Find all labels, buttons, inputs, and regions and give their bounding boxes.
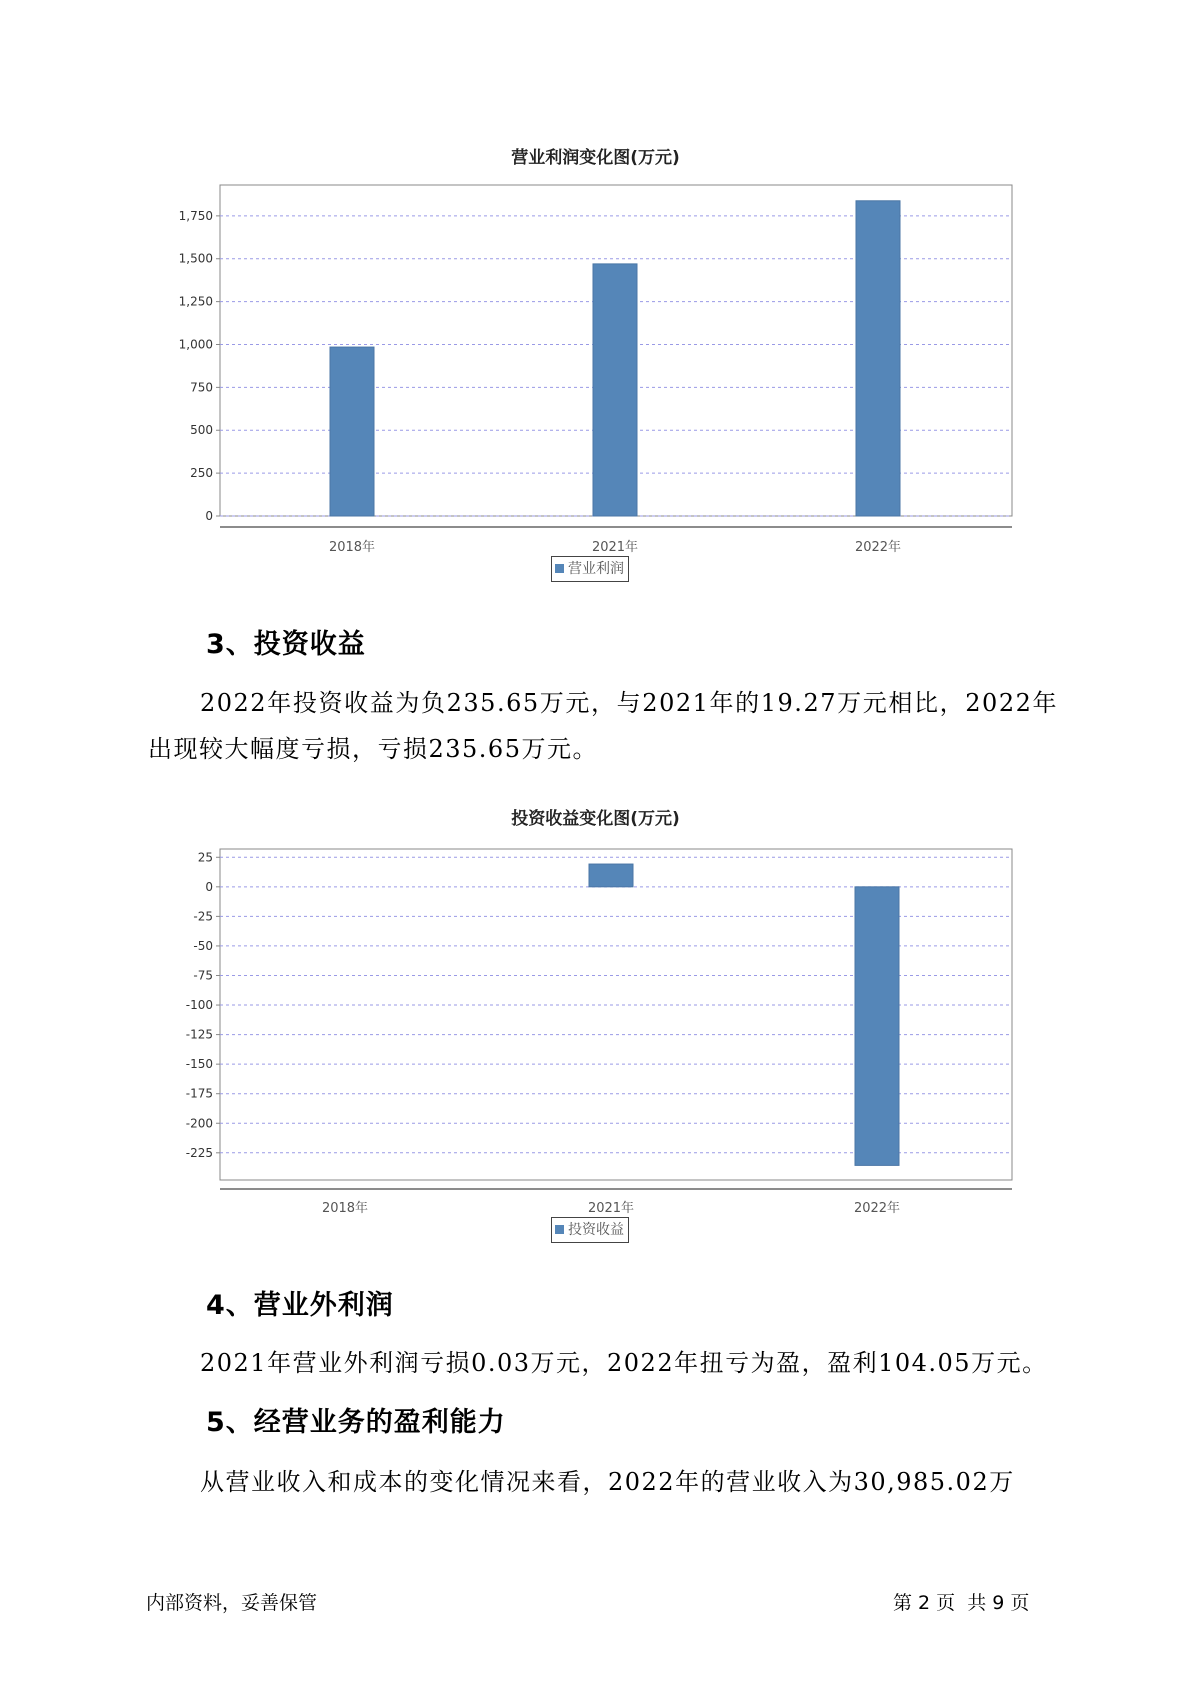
x-tick-label: 2021年 [587,1201,635,1216]
y-tick-label: -150 [185,1057,213,1072]
y-tick-label: 1,250 [178,294,213,309]
y-tick-label: -75 [193,968,213,983]
section-heading-business-profitability: 5、经营业务的盈利能力 [206,1407,506,1438]
y-tick-label: -225 [185,1145,213,1160]
x-tick-label: 2022年 [854,540,902,555]
investment-income-chart [0,835,1191,1220]
legend-label: 投资收益 [568,1222,624,1238]
y-tick-label: 750 [190,380,213,395]
legend-label: 营业利润 [568,561,624,577]
bar [855,887,899,1166]
legend-swatch [555,1225,564,1234]
y-tick-label: 250 [190,466,213,481]
y-tick-label: -100 [185,998,213,1013]
y-tick-label: -200 [185,1116,213,1131]
section-heading-non-operating-profit: 4、营业外利润 [206,1290,394,1321]
footer-page-number: 第 2 页 共 9 页 [893,1592,1030,1614]
y-tick-label: -125 [185,1027,213,1042]
x-tick-label: 2018年 [321,1201,369,1216]
y-tick-label: 1,750 [178,208,213,223]
operating-profit-chart [0,175,1191,559]
section-heading-investment-income: 3、投资收益 [206,629,366,660]
legend-swatch [555,564,564,573]
section-paragraph-non-operating-profit: 2021年营业外利润亏损0.03万元，2022年扭亏为盈，盈利104.05万元。 [200,1349,1048,1377]
bar [330,347,374,516]
section-paragraph-investment-income: 2022年投资收益为负235.65万元，与2021年的19.27万元相比，2022年出现较大幅度亏损，亏损235.65万元。 [148,689,1058,763]
chart-legend-operating-profit [551,556,629,582]
footer-confidential-note: 内部资料，妥善保管 [146,1592,318,1614]
y-tick-label: 500 [190,423,213,438]
y-tick-label: 1,500 [178,251,213,266]
section-paragraph-business-profitability: 从营业收入和成本的变化情况来看，2022年的营业收入为30,985.02万 [200,1468,1015,1496]
y-tick-label: -25 [193,909,213,924]
chart-title-operating-profit: 营业利润变化图(万元) [511,148,680,168]
y-tick-label: -175 [185,1086,213,1101]
bar [589,864,633,887]
y-tick-label: -50 [193,938,213,953]
y-tick-label: 0 [205,509,213,523]
bar [856,201,900,516]
chart-title-investment-income: 投资收益变化图(万元) [511,809,680,829]
x-tick-label: 2018年 [328,540,376,555]
chart-legend-investment-income [551,1217,629,1243]
y-tick-label: 0 [205,879,213,894]
bar [593,264,637,516]
x-tick-label: 2021年 [591,540,639,555]
y-tick-label: 1,000 [178,337,213,352]
y-tick-label: 25 [197,850,213,865]
x-tick-label: 2022年 [853,1201,901,1216]
